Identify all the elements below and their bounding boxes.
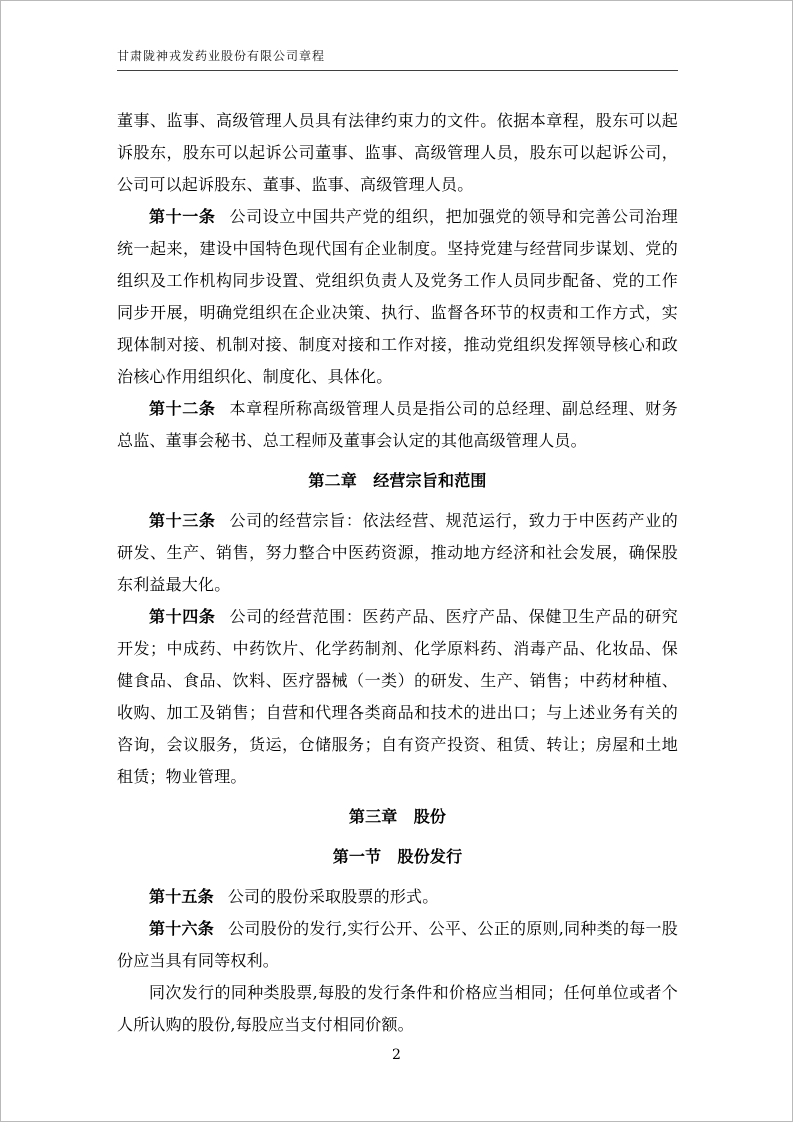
paragraph [117,393,678,457]
paragraph [117,977,678,1041]
document-header [117,1,678,71]
section-heading: 第一节 股份发行 [332,847,463,866]
paragraph [117,201,678,393]
header-title: 甘肃陇神戎发药业股份有限公司章程 [117,49,326,63]
paragraph [117,601,678,793]
article-number: 第十一条 [149,207,216,226]
article-text: 公司股份的发行,实行公开、公平、公正的原则,同种类的每一股份应当具有同等权利。 [117,919,678,970]
article-number: 第十二条 [149,399,216,418]
header-rule [117,70,678,71]
article-text: 公司的股份采取股票的形式。 [227,887,439,906]
chapter-heading: 第三章 股份 [348,807,447,826]
article-text: 公司设立中国共产党的组织，把加强党的领导和完善公司治理统一起来，建设中国特色现代国有企业制度。坚持党建与经营同步谋划、党的组织及工作机构同步设置、党组织负责人及党务工作人员同步配备、党的工作同步开展，明确党组织在企业决策、执行、监督各环节的权责和工作方式，实现体制对接、机制对接、制度对接和工作对接，推动党组织发挥领导核心和政治核心作用组织化、制度化、具体化。 [117,207,678,386]
article-number: 第十三条 [149,511,216,530]
paragraph [117,505,678,601]
article-number: 第十六条 [149,919,215,938]
article-number: 第十四条 [149,607,216,626]
paragraph-text: 董事、监事、高级管理人员具有法律约束力的文件。依据本章程，股东可以起诉股东，股东可以起诉公司董事、监事、高级管理人员，股东可以起诉公司，公司可以起诉股东、董事、监事、高级管理人员。 [117,111,678,194]
article-text: 公司的经营宗旨：依法经营、规范运行，致力于中医药产业的研发、生产、销售，努力整合中医药资源，推动地方经济和社会发展，确保股东利益最大化。 [117,511,678,594]
article-number: 第十五条 [149,887,214,906]
paragraph [117,913,678,977]
document-body [117,105,678,1041]
article-text: 本章程所称高级管理人员是指公司的总经理、副总经理、财务总监、董事会秘书、总工程师及董事会认定的其他高级管理人员。 [117,399,678,450]
paragraph [117,881,678,913]
paragraph-text: 同次发行的同种类股票,每股的发行条件和价格应当相同；任何单位或者个人所认购的股份,每股应当支付相同价额。 [117,983,678,1034]
paragraph [117,105,678,201]
article-text: 公司的经营范围：医药产品、医疗产品、保健卫生产品的研究开发；中成药、中药饮片、化学药制剂、化学原料药、消毒产品、化妆品、保健食品、食品、饮料、医疗器械（一类）的研发、生产、销售；中药材种植、收购、加工及销售；自营和代理各类商品和技术的进出口；与上述业务有关的咨询，会议服务，货运，仓储服务；自有资产投资、租赁、转让；房屋和土地租赁；物业管理。 [117,607,678,786]
page-number: 2 [392,1047,401,1063]
chapter-heading: 第二章 经营宗旨和范围 [308,471,487,490]
